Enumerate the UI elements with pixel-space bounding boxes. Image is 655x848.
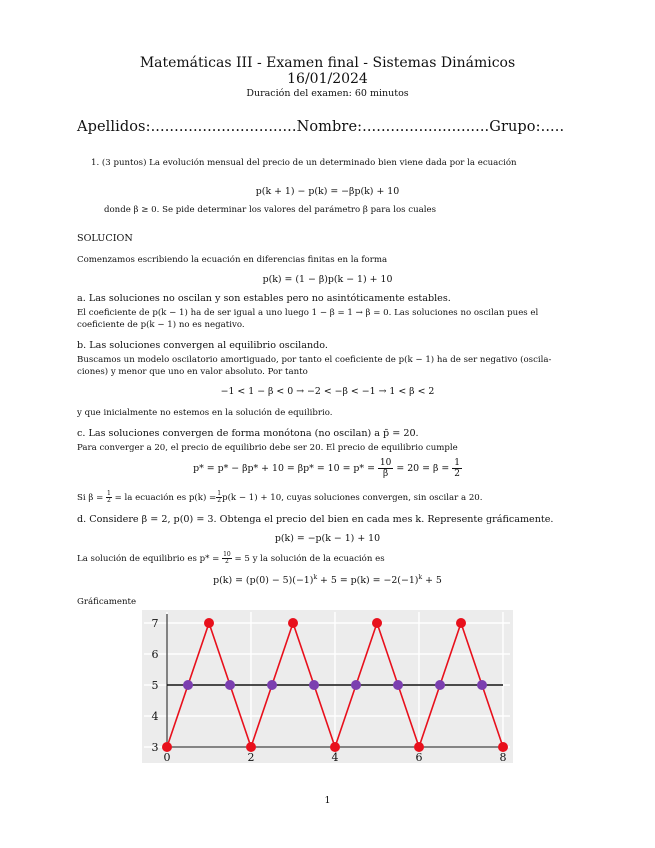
problem-condition: donde β ≥ 0. Se pide determinar los valores del parámetro β para los cuales	[104, 205, 436, 215]
c-eq-frac2	[452, 458, 462, 479]
crossing-point	[183, 680, 193, 690]
problem-statement: 1. (3 puntos) La evolución mensual del precio de un determinado bien viene dada por la ecuación	[91, 158, 517, 168]
c-eq-den2: 2	[454, 469, 460, 479]
d-line1-a: La solución de equilibrio es p* =	[77, 554, 220, 564]
crossing-point	[309, 680, 319, 690]
d-eq2-b: + 5 = p(k) = −2(−1)	[317, 575, 419, 587]
part-d-solution-equation	[0, 574, 655, 586]
part-c-title: c. Las soluciones convergen de forma monótona (no oscilan) a p̄ = 20.	[77, 428, 419, 439]
part-b-line1: Buscamos un modelo oscilatorio amortiguado, por tanto el coeficiente de p(k − 1) ha de ser negativo (oscila-	[77, 355, 552, 365]
crossing-point	[267, 680, 277, 690]
y-tick-label: 5	[151, 679, 159, 692]
x-tick-label: 8	[499, 751, 507, 764]
c-eq-den1: β	[383, 469, 389, 479]
d-eq2-exp2: k	[418, 574, 423, 581]
intro-equation: p(k) = (1 − β)p(k − 1) + 10	[262, 274, 393, 285]
price-chart	[114, 610, 514, 772]
part-c-line1: Para converger a 20, el precio de equilibrio debe ser 20. El precio de equilibrio cumple	[77, 443, 458, 453]
part-b-line3: y que inicialmente no estemos en la solución de equilibrio.	[77, 408, 333, 418]
crossing-point	[225, 680, 235, 690]
y-tick-label: 3	[151, 741, 159, 754]
crossing-point	[477, 680, 487, 690]
d-eq2-c: + 5	[422, 575, 442, 587]
student-info-line: Apellidos:...............................Nombre:...........................Grupo:.....	[77, 119, 565, 135]
c-eq-left: p* = p* − βp* + 10 = βp* = 10 = p* =	[193, 463, 375, 474]
part-b-equation: −1 < 1 − β < 0 → −2 < −β < −1 → 1 < β < 2	[220, 386, 435, 397]
problem-equation: p(k + 1) − p(k) = −βp(k) + 10	[255, 186, 400, 197]
series-point	[288, 618, 298, 628]
c-eq-num2: 1	[454, 458, 460, 468]
part-a-line1: El coeficiente de p(k − 1) ha de ser igual a uno luego 1 − β = 1 → β = 0. Las soluciones no oscilan pues el	[77, 308, 539, 318]
y-tick-label: 7	[151, 617, 159, 630]
part-b-title: b. Las soluciones convergen al equilibrio oscilando.	[77, 340, 328, 351]
y-tick-label: 6	[151, 648, 159, 661]
part-c-equation	[0, 458, 655, 479]
series-point	[372, 618, 382, 628]
c-line2-frac1	[106, 491, 112, 504]
c-line2-b: = la ecuación es p(k) =	[114, 493, 217, 503]
d-line1-num: 10	[223, 551, 231, 558]
d-eq2-a: p(k) = (p(0) − 5)(−1)	[213, 575, 314, 587]
part-d-line1	[77, 552, 385, 565]
crossing-point	[351, 680, 361, 690]
c-line2-c: p(k − 1) + 10, cuyas soluciones convergen, sin oscilar a 20.	[222, 493, 483, 503]
crossing-point	[435, 680, 445, 690]
x-tick-label: 0	[163, 751, 171, 764]
page-number: 1	[324, 795, 331, 806]
part-d-equation: p(k) = −p(k − 1) + 10	[274, 533, 381, 544]
d-line1-den: 2	[224, 558, 229, 565]
c-line2-den1: 2	[107, 497, 111, 504]
c-eq-frac1	[378, 458, 393, 479]
solution-intro: Comenzamos escribiendo la ecuación en diferencias finitas en la forma	[77, 255, 388, 265]
graph-label: Gráficamente	[77, 597, 137, 607]
part-d-title: d. Considere β = 2, p(0) = 3. Obtenga el precio del bien en cada mes k. Represente gráficamente.	[77, 514, 554, 525]
d-line1-frac	[222, 552, 232, 565]
exam-duration: Duración del examen: 60 minutos	[246, 88, 409, 99]
y-tick-label: 4	[151, 710, 159, 723]
part-c-line2	[77, 491, 482, 504]
crossing-point	[393, 680, 403, 690]
solution-heading: SOLUCION	[77, 233, 133, 244]
c-line2-num2: 1	[217, 490, 222, 497]
series-point	[204, 618, 214, 628]
exam-date: 16/01/2024	[287, 71, 368, 87]
part-a-title: a. Las soluciones no oscilan y son estables pero no asintóticamente estables.	[77, 293, 451, 304]
d-eq2-exp: k	[313, 574, 318, 581]
x-tick-label: 4	[331, 751, 339, 764]
series-point	[456, 618, 466, 628]
c-line2-den2: 2	[217, 497, 222, 504]
c-eq-mid: = 20 = β =	[396, 463, 450, 474]
c-eq-num1: 10	[379, 458, 392, 468]
d-line1-b: = 5 y la solución de la ecuación es	[234, 554, 385, 564]
exam-title: Matemáticas III - Examen final - Sistemas Dinámicos	[139, 55, 516, 71]
c-line2-a: Si β =	[77, 493, 104, 503]
part-a-line2: coeficiente de p(k − 1) no es negativo.	[77, 320, 245, 330]
part-b-line2: ciones) y menor que uno en valor absoluto. Por tanto	[77, 367, 308, 377]
c-line2-num1: 1	[107, 490, 111, 497]
x-tick-label: 6	[415, 751, 423, 764]
x-tick-label: 2	[247, 751, 255, 764]
